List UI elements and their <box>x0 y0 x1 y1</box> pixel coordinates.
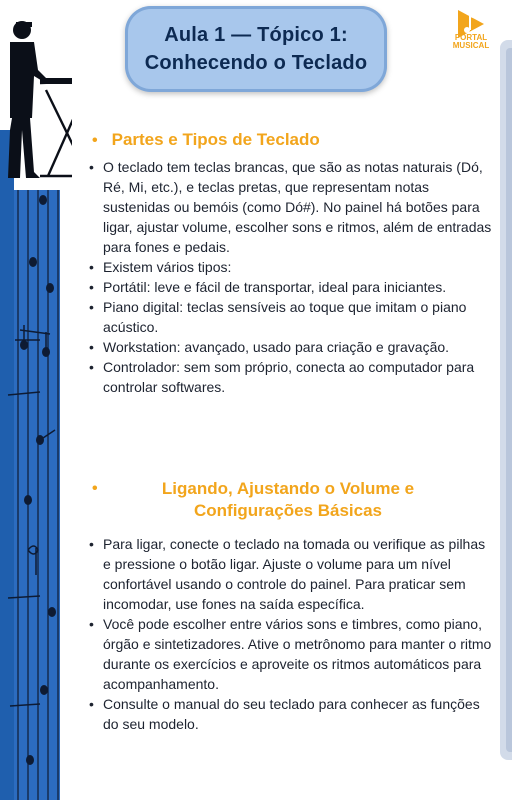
lesson-title-line2: Conhecendo o Teclado <box>144 52 368 74</box>
lesson-title-pill <box>125 6 387 92</box>
right-scroll-panel <box>500 40 512 760</box>
section2-heading-line2: Configurações Básicas <box>193 501 382 520</box>
lesson-title-line1: Aula 1 — Tópico 1: <box>164 24 348 46</box>
list-item: • Portátil: leve e fácil de transportar, ideal para iniciantes. <box>89 277 494 297</box>
list-item: • Consulte o manual do seu teclado para conhecer as funções do seu modelo. <box>89 694 494 734</box>
brand-line2: MUSICAL <box>452 41 490 50</box>
list-item: • Existem vários tipos: <box>89 257 494 277</box>
section1-list <box>89 157 494 397</box>
heading-bullet: • <box>92 480 98 497</box>
section2-list <box>89 534 494 734</box>
section-heading-power-volume <box>88 478 488 522</box>
brand-logo-text <box>446 34 496 50</box>
list-item: • Você pode escolher entre vários sons e timbres, como piano, órgão e sintetizadores. Ative o metrônomo para manter o ritmo durante os exercícios e aproveite os ritmos automáticos para acompanhamento. <box>89 614 494 694</box>
section-heading-parts-types <box>92 129 392 152</box>
list-item: • Para ligar, conecte o teclado na tomada ou verifique as pilhas e pressione o botão ligar. Ajuste o volume para um nível confortável usando o controle do painel. Para praticar sem incomodar, use fones na saída específica. <box>89 534 494 614</box>
list-item: • Controlador: sem som próprio, conecta ao computador para controlar softwares. <box>89 357 494 397</box>
brand-line1: PORTAL <box>454 33 488 42</box>
heading-bullet: • <box>92 132 98 149</box>
list-item: • O teclado tem teclas brancas, que são as notas naturais (Dó, Ré, Mi, etc.), e teclas pretas, que representam notas sustenidas ou bemóis (como Dó#). No painel há botões para ligar, ajustar volume, escolher sons e ritmos, além de entradas para fones e pedais. <box>89 157 494 257</box>
section2-heading-line1: Ligando, Ajustando o Volume e <box>161 479 415 498</box>
musician-staff-illustration <box>0 0 72 800</box>
section1-heading-text: Partes e Tipos de Teclado <box>111 130 320 149</box>
list-item: • Workstation: avançado, usado para criação e gravação. <box>89 337 494 357</box>
list-item: • Piano digital: teclas sensíveis ao toque que imitam o piano acústico. <box>89 297 494 337</box>
